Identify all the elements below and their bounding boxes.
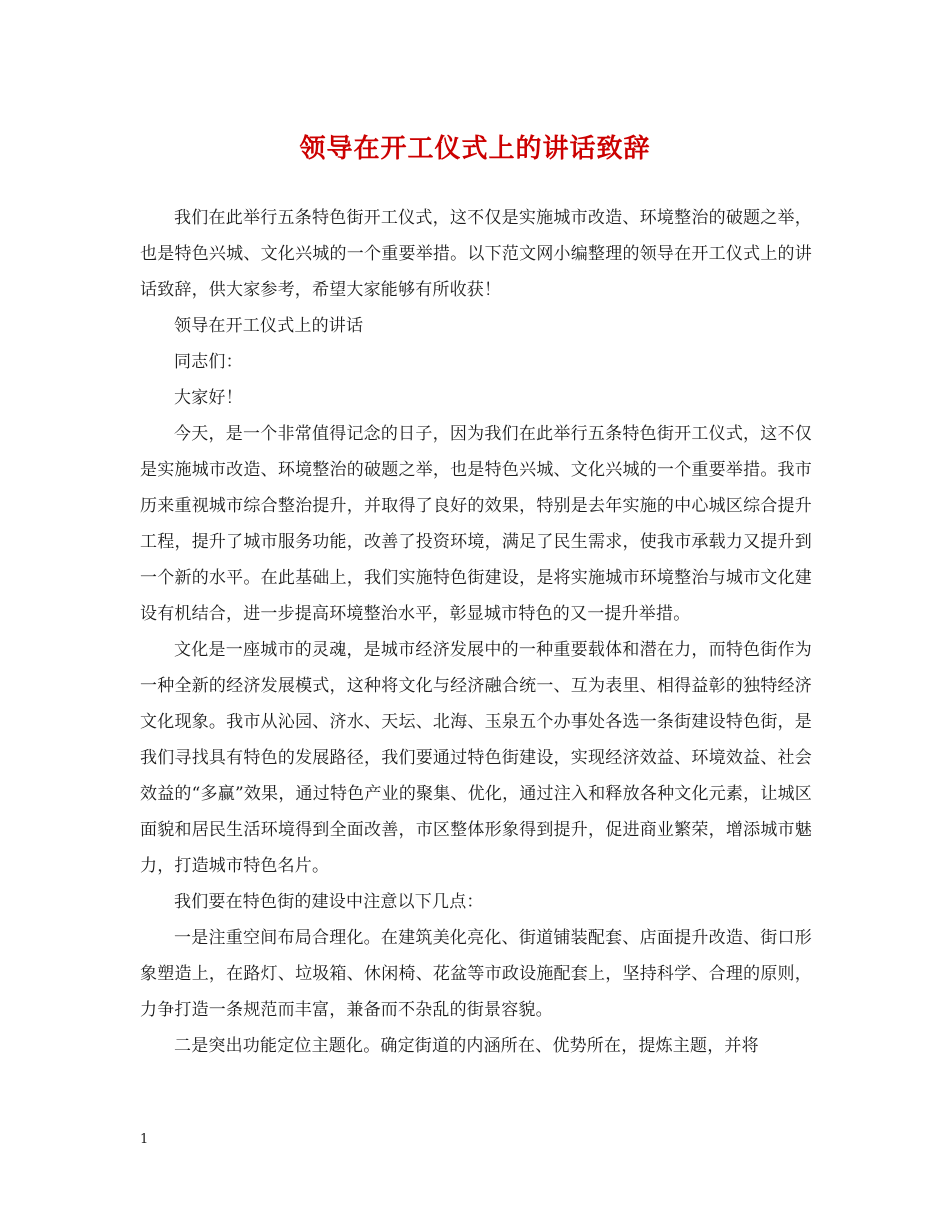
paragraph-speech-heading: 领导在开工仪式上的讲话 [174, 316, 364, 336]
paragraph-point-one: 一是注重空间布局合理化。在建筑美化亮化、街道铺装配套、店面提升改造、街口形象塑造上，在路灯、垃圾箱、休闲椅、花盆等市政设施配套上，坚持科学、合理的原则，力争打造一条规范而丰富，兼备而不杂乱的街景容貌。 [140, 928, 812, 1020]
paragraph-greeting: 大家好！ [174, 388, 243, 408]
paragraph-culture: 文化是一座城市的灵魂，是城市经济发展中的一种重要载体和潜在力，而特色街作为一种全新的经济发展模式，这种将文化与经济融合统一、互为表里、相得益彰的独特经济文化现象。我市从沁园、济水、天坛、北海、玉泉五个办事处各选一条街建设特色街，是我们寻找具有特色的发展路径，我们要通过特色街建设，实现经济效益、环境效益、社会效益的“多赢”效果，通过特色产业的聚集、优化，通过注入和释放各种文化元素，让城区面貌和居民生活环境得到全面改善，市区整体形象得到提升，促进商业繁荣，增添城市魅力，打造城市特色名片。 [140, 640, 812, 876]
paragraph-points-intro: 我们要在特色街的建设中注意以下几点： [174, 892, 484, 912]
paragraph-point-two: 二是突出功能定位主题化。确定街道的内涵所在、优势所在，提炼主题，并将 [174, 1036, 759, 1056]
document-title: 领导在开工仪式上的讲话致辞 [299, 134, 651, 164]
page-number: 1 [140, 1132, 149, 1147]
document-body [140, 200, 812, 1064]
paragraph-intro: 我们在此举行五条特色街开工仪式，这不仅是实施城市改造、环境整治的破题之举，也是特色兴城、文化兴城的一个重要举措。以下范文网小编整理的领导在开工仪式上的讲话致辞，供大家参考，希望大家能够有所收获！ [140, 208, 812, 300]
paragraph-salutation: 同志们： [174, 352, 243, 372]
paragraph-today: 今天，是一个非常值得记念的日子，因为我们在此举行五条特色街开工仪式，这不仅是实施城市改造、环境整治的破题之举，也是特色兴城、文化兴城的一个重要举措。我市历来重视城市综合整治提升，并取得了良好的效果，特别是去年实施的中心城区综合提升工程，提升了城市服务功能，改善了投资环境，满足了民生需求，使我市承载力又提升到一个新的水平。在此基础上，我们实施特色街建设，是将实施城市环境整治与城市文化建设有机结合，进一步提高环境整治水平，彰显城市特色的又一提升举措。 [140, 424, 812, 624]
